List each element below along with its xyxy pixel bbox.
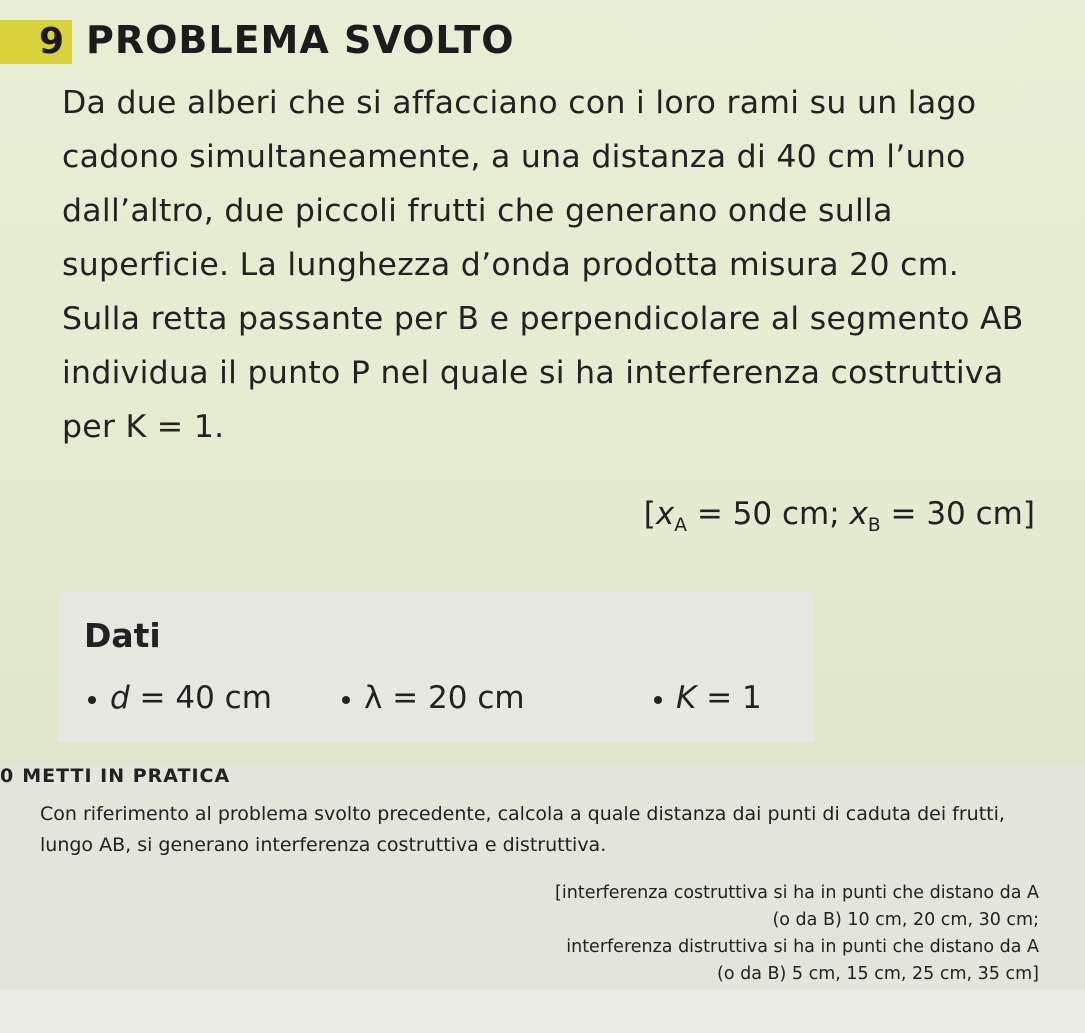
exercise-answer-line: (o da B) 10 cm, 20 cm, 30 cm; [772,910,1039,930]
answer-open-bracket: [ [643,496,656,532]
exercise-answer [419,880,1039,988]
dati-box [58,592,814,742]
exercise-number: 0 [0,765,15,787]
metti-in-pratica-title [0,765,230,787]
problem-text [62,76,1052,454]
problem-title: PROBLEMA SVOLTO [86,18,515,62]
answer-xb-label: x [849,496,868,532]
page-bottom-strip [0,990,1085,1033]
problem-paragraph-1: Da due alberi che si affacciano con i loro rami su un lago cadono simultaneamente, a una distanza di 40 cm l’uno dall’altro, due piccoli frutti che generano onde sulla superficie. La lunghezza d’onda prodotta misura 20 cm. [62,85,977,283]
answer-xa-label: x [655,496,675,532]
answer-xb-sub: B [867,515,881,537]
dati-symbol: λ [364,680,383,716]
answer-xa-value: = 50 cm; [687,496,850,532]
bullet-icon [342,696,350,704]
dati-value: = 1 [696,680,762,716]
answer-close-bracket: ] [1022,496,1035,532]
dati-item-d [88,680,272,716]
dati-value: = 20 cm [382,680,525,716]
dati-value: = 40 cm [129,680,272,716]
exercise-heading: METTI IN PRATICA [22,765,231,787]
problem-answer [644,496,1035,536]
dati-item-lambda [342,680,525,716]
dati-symbol: K [676,680,697,716]
exercise-answer-line: (o da B) 5 cm, 15 cm, 25 cm, 35 cm] [717,964,1039,984]
problem-number: 9 [0,20,72,64]
problem-paragraph-2: Sulla retta passante per B e perpendicolare al segmento AB individua il punto P nel quale si ha interferenza costruttiva per K = 1. [62,301,1024,445]
bullet-icon [88,696,96,704]
dati-title: Dati [84,616,161,655]
metti-in-pratica-section [0,765,1085,1033]
exercise-answer-line: interferenza distruttiva si ha in punti che distano da A [566,937,1039,957]
exercise-paragraph: Con riferimento al problema svolto precedente, calcola a quale distanza dai punti di caduta dei frutti, lungo AB, si generano interferenza costruttiva e distruttiva. [40,803,1005,856]
bullet-icon [654,696,662,704]
answer-xa-sub: A [674,515,687,537]
answer-xb-value: = 30 cm [880,496,1023,532]
exercise-answer-line: [interferenza costruttiva si ha in punti che distano da A [555,883,1039,903]
dati-item-k [654,680,762,716]
dati-symbol: d [110,680,130,716]
exercise-text [40,799,1050,861]
